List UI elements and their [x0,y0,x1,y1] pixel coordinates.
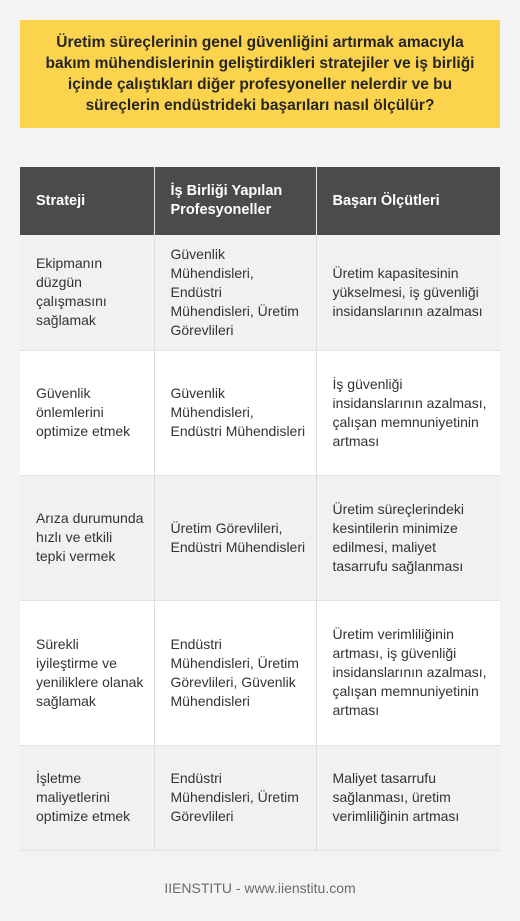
cell-criteria: Üretim verimliliğinin artması, iş güvenliği insidanslarının azalması, çalışan memnuniyetinin artması [316,600,500,745]
cell-strategy: Güvenlik önlemlerini optimize etmek [20,350,154,475]
cell-strategy: İşletme maliyetlerini optimize etmek [20,745,154,850]
cell-criteria: İş güvenliği insidanslarının azalması, çalışan memnuniyetinin artması [316,350,500,475]
question-text: Üretim süreçlerinin genel güvenliğini artırmak amacıyla bakım mühendislerinin geliştirdikleri stratejiler ve iş birliği içinde çalıştıkları diğer profesyoneller nelerdir ve bu süreçlerin endüstrideki başarıları nasıl ölçülür? [45,34,475,114]
table-row [20,475,500,600]
header-criteria: Başarı Ölçütleri [316,167,500,235]
cell-criteria: Üretim kapasitesinin yükselmesi, iş güvenliği insidanslarının azalması [316,235,500,350]
header-strategy: Strateji [20,167,154,235]
cell-professionals: Endüstri Mühendisleri, Üretim Görevlileri, Güvenlik Mühendisleri [154,600,316,745]
table-row [20,350,500,475]
strategy-table [20,167,500,851]
cell-strategy: Sürekli iyileştirme ve yeniliklere olanak sağlamak [20,600,154,745]
table-row [20,600,500,745]
strategy-table-container [20,167,500,851]
header-professionals: İş Birliği Yapılan Profesyoneller [154,167,316,235]
cell-professionals: Güvenlik Mühendisleri, Endüstri Mühendisleri, Üretim Görevlileri [154,235,316,350]
cell-professionals: Endüstri Mühendisleri, Üretim Görevlileri [154,745,316,850]
cell-professionals: Üretim Görevlileri, Endüstri Mühendisleri [154,475,316,600]
cell-criteria: Maliyet tasarrufu sağlanması, üretim verimliliğinin artması [316,745,500,850]
cell-professionals: Güvenlik Mühendisleri, Endüstri Mühendisleri [154,350,316,475]
table-header-row [20,167,500,235]
table-row [20,235,500,350]
question-banner [20,20,500,128]
cell-criteria: Üretim süreçlerindeki kesintilerin minimize edilmesi, maliyet tasarrufu sağlanması [316,475,500,600]
cell-strategy: Ekipmanın düzgün çalışmasını sağlamak [20,235,154,350]
footer-credit: IIENSTITU - www.iienstitu.com [164,880,356,896]
cell-strategy: Arıza durumunda hızlı ve etkili tepki vermek [20,475,154,600]
table-row [20,745,500,850]
